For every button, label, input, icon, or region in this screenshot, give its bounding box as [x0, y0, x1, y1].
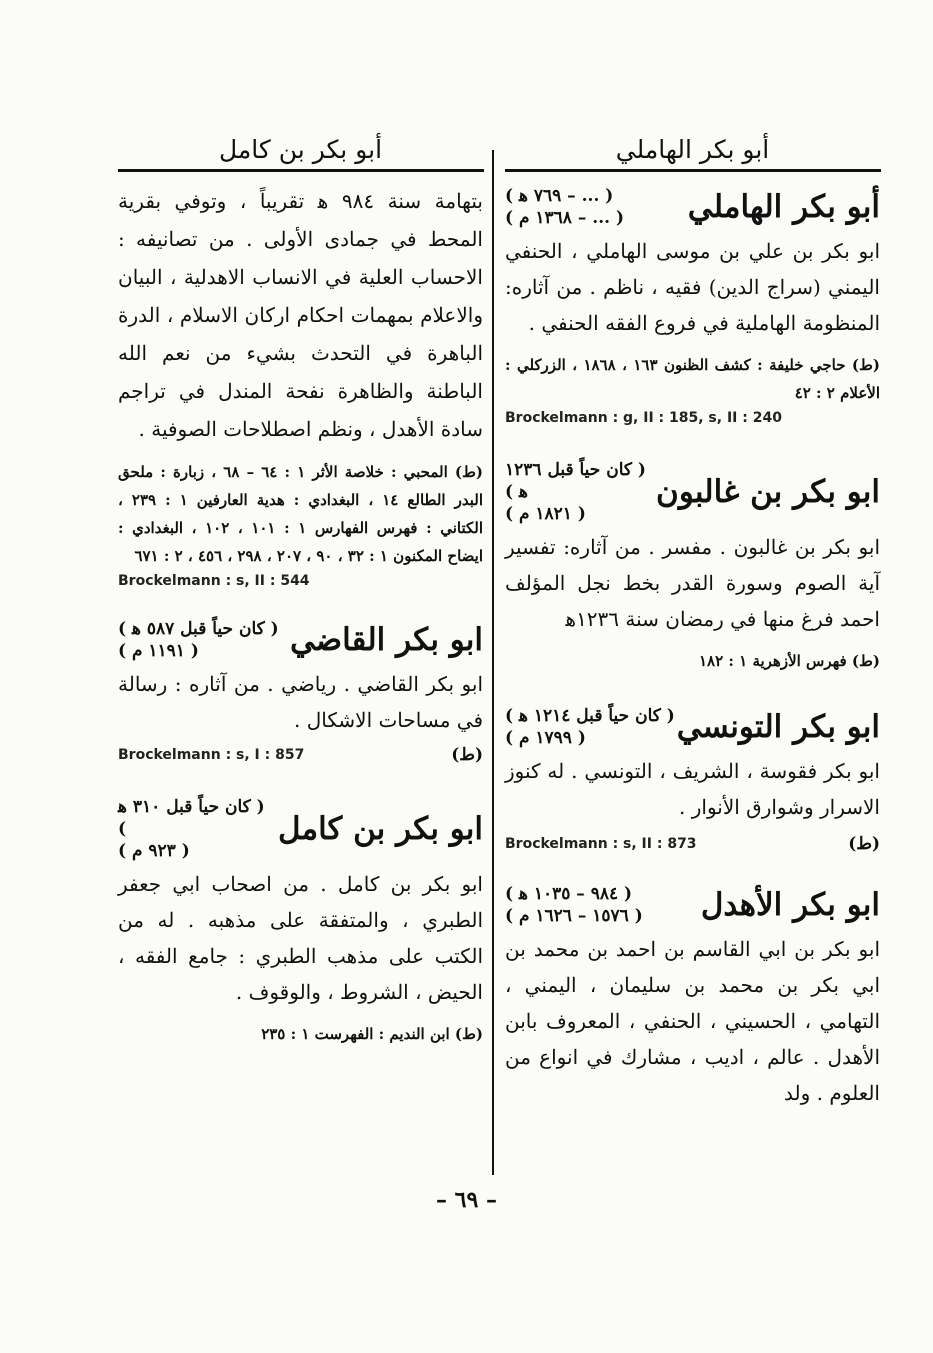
entry-reference-row: [118, 744, 483, 766]
entry-heading: [118, 796, 483, 862]
entry-body: بتهامة سنة ٩٨٤ ﻫ تقريباً ، وتوفي بقرية المحط في جمادى الأولى . من تصانيفه : الاحساب العلية في الانساب الاهدلية ، البيان والاعلام بمهمات احكام اركان الاسلام ، الدرة الباهرة في التحدث بشيء من نعم الله الباطنة والظاهرة نفحة المندل في تراجم سادة الأهدل ، ونظم اصطلاحات الصوفية .: [118, 189, 483, 441]
entry-name: ابو بكر القاضي: [289, 622, 483, 658]
date-hijri: ( كان حياً قبل ٣١٠ ﻫ ): [118, 797, 265, 839]
entry-body: ابو بكر فقوسة ، الشريف ، التونسي . له كنوز الاسرار وشوارق الأنوار .: [505, 759, 880, 819]
date-hijri: ( كان حياً قبل ٥٨٧ ﻫ ): [118, 619, 279, 639]
entry-dates: [118, 796, 278, 862]
entry-body: ابو بكر القاضي . رياضي . من آثاره : رسالة في مساحات الاشكال .: [118, 672, 483, 732]
entry-latin-reference: Brockelmann : s, II : 544: [118, 573, 310, 589]
source-mark: (ط): [848, 834, 880, 854]
date-gregorian: ( ١٨٢١ م ): [505, 504, 586, 524]
running-head-right-title: أبو بكر الهاملي: [615, 135, 770, 164]
entry-heading: [505, 459, 880, 525]
entry-body: ابو بكر بن غالبون . مفسر . من آثاره: تفسير آية الصوم وسورة القدر بخط نجل المؤلف احمد فرغ منها في رمضان سنة ١٢٣٦ﻫ: [505, 535, 880, 631]
entry-dates: [118, 618, 279, 662]
entry-dates: [505, 185, 624, 229]
entry-latin-reference: Brockelmann : s, I : 857: [118, 747, 305, 763]
page-number: – ٦٩ –: [436, 1187, 497, 1213]
left-column: [118, 182, 483, 1070]
date-hijri: ( كان حياً قبل ١٢١٤ ﻫ ): [505, 706, 675, 726]
entry-body: ابو بكر بن كامل . من اصحاب ابي جعفر الطبري ، والمتفقة على مذهبه . له من الكتب على مذهب الطبري : جامع الفقه ، الحيض ، الشروط ، والوقوف .: [118, 872, 483, 1004]
entry-references: (ط) المحبي : خلاصة الأثر ١ : ٦٤ – ٦٨ ، زبارة : ملحق البدر الطالع ١٤ ، البغدادي : هدية العارفين ١ : ٢٣٩ ، الكتاني : فهرس الفهارس ١ : ١٠١ ، ١٠٢ ، البغدادي : ايضاح المكنون ١ : ٣٢ ، ٩٠ ، ٢٠٧ ، ٢٩٨ ، ٤٥٦ ، ٢ : ٦٧١: [118, 463, 484, 565]
entry-name: ابو بكر الأهدل: [700, 887, 880, 923]
date-gregorian: ( ١١٩١ م ): [118, 641, 199, 661]
date-gregorian: ( ١٧٩٩ م ): [505, 728, 586, 748]
entry-ibn-kamil: [118, 796, 483, 1048]
running-head-right: [505, 130, 880, 170]
entry-dates: [505, 705, 675, 749]
entry-ghalbun: [505, 459, 880, 675]
entry-reference-row: [505, 833, 880, 855]
entry-ahdal: [505, 883, 880, 1111]
entry-tunisi: [505, 705, 880, 855]
date-gregorian: ( ... – ١٣٦٨ م ): [505, 208, 624, 228]
entry-heading: [505, 185, 880, 229]
date-hijri: ( ٩٨٤ – ١٠٣٥ ﻫ ): [505, 884, 633, 904]
entry-body: ابو بكر بن علي بن موسى الهاملي ، الحنفي اليمني (سراج الدين) فقيه ، ناظم . من آثاره: المنظومة الهاملية في فروع الفقه الحنفي .: [505, 239, 880, 335]
entry-references: (ط) حاجي خليفة : كشف الظنون ١٦٣ ، ١٨٦٨ ، الزركلي : الأعلام ٢ : ٤٢: [505, 356, 880, 402]
column-divider: [492, 150, 494, 1175]
entry-references: (ط) فهرس الأزهرية ١ : ١٨٢: [699, 652, 880, 670]
entry-heading: [505, 705, 880, 749]
date-gregorian: ( ٩٢٣ م ): [118, 841, 190, 861]
entry-dates: [505, 459, 656, 525]
source-mark: (ط): [451, 745, 483, 765]
header-rule-right: [505, 169, 881, 172]
entry-hamili: [505, 185, 880, 429]
entry-name: ابو بكر بن غالبون: [656, 474, 880, 510]
entry-ahdal-continued: [118, 182, 483, 592]
date-gregorian: ( ١٥٧٦ – ١٦٢٦ م ): [505, 906, 643, 926]
entry-references: (ط) ابن النديم : الفهرست ١ : ٢٣٥: [261, 1025, 483, 1043]
entry-name: أبو بكر الهاملي: [687, 189, 880, 225]
running-head-left-title: أبو بكر بن كامل: [218, 135, 383, 164]
entry-name: ابو بكر التونسي: [676, 709, 880, 745]
entry-heading: [505, 883, 880, 927]
entry-heading: [118, 618, 483, 662]
right-column: [505, 185, 880, 1133]
entry-qadi: [118, 618, 483, 766]
date-hijri: ( كان حياً قبل ١٢٣٦ ﻫ ): [505, 460, 646, 502]
entry-body: ابو بكر بن ابي القاسم بن احمد بن محمد بن ابي بكر بن محمد بن سليمان ، اليمني ، التهامي ، الحسيني ، الحنفي ، المعروف بابن الأهدل . عالم ، اديب ، مشارك في انواع من العلوم . ولد: [505, 937, 880, 1105]
header-rule-left: [118, 169, 484, 172]
entry-latin-reference: Brockelmann : s, II : 873: [505, 836, 697, 852]
running-head-left: [118, 130, 483, 170]
entry-latin-reference: Brockelmann : g, II : 185, s, II : 240: [505, 410, 782, 426]
entry-name: ابو بكر بن كامل: [278, 811, 483, 847]
date-hijri: ( ... – ٧٦٩ ﻫ ): [505, 186, 614, 206]
entry-dates: [505, 883, 643, 927]
